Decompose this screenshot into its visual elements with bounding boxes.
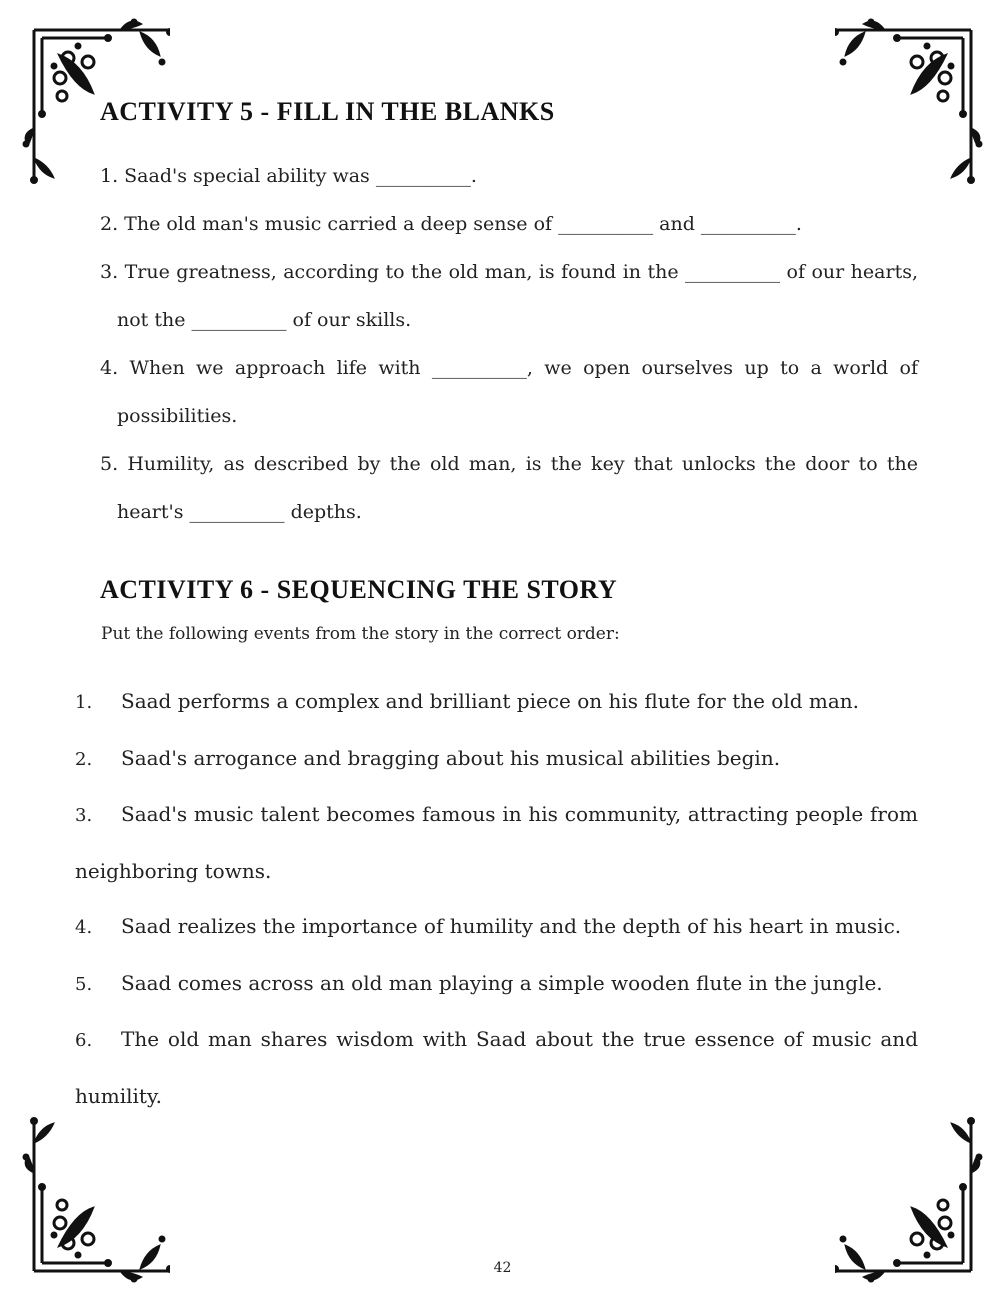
- list-item: [75, 956, 918, 1013]
- activity6-intro: Put the following events from the story in the correct order:: [101, 624, 620, 644]
- page-number: 42: [493, 1260, 512, 1276]
- activity6-title: ACTIVITY 6 - SEQUENCING THE STORY: [100, 575, 618, 604]
- activity5-title: ACTIVITY 5 - FILL IN THE BLANKS: [100, 97, 555, 126]
- fill-in-blanks-list: [100, 152, 918, 536]
- corner-ornament-bottom-right: [835, 1113, 985, 1283]
- list-item: 3. True greatness, according to the old man, is found in the __________ of our hearts, not the __________ of our skills.: [100, 261, 918, 331]
- list-item: [75, 1012, 918, 1124]
- list-item: [75, 899, 918, 956]
- list-item: 1. Saad's special ability was __________.: [100, 165, 477, 187]
- corner-ornament-bottom-left: [20, 1113, 170, 1283]
- item-text: The old man shares wisdom with Saad about the true essence of music and humility.: [75, 1027, 918, 1108]
- list-item: [75, 674, 918, 731]
- item-number: 4.: [75, 917, 93, 938]
- item-number: 5.: [75, 973, 93, 995]
- item-text: Saad's music talent becomes famous in his community, attracting people from neighboring towns.: [75, 802, 918, 883]
- list-item: [75, 731, 918, 788]
- item-number: 3.: [75, 805, 93, 826]
- list-item: 4. When we approach life with __________, we open ourselves up to a world of possibilities.: [100, 357, 918, 427]
- item-text: Saad realizes the importance of humility and the depth of his heart in music.: [121, 914, 902, 938]
- list-item: 2. The old man's music carried a deep sense of __________ and __________.: [100, 213, 802, 235]
- list-item: [75, 787, 918, 899]
- sequence-list: [75, 674, 918, 1124]
- item-text: Saad comes across an old man playing a simple wooden flute in the jungle.: [121, 970, 883, 995]
- item-number: 6.: [75, 1030, 93, 1051]
- item-number: 2.: [75, 748, 93, 770]
- item-text: Saad's arrogance and bragging about his musical abilities begin.: [121, 745, 781, 770]
- item-number: 1.: [75, 692, 93, 713]
- item-text: Saad performs a complex and brilliant piece on his flute for the old man.: [121, 689, 860, 713]
- list-item: 5. Humility, as described by the old man, is the key that unlocks the door to the heart's __________ depths.: [100, 453, 918, 523]
